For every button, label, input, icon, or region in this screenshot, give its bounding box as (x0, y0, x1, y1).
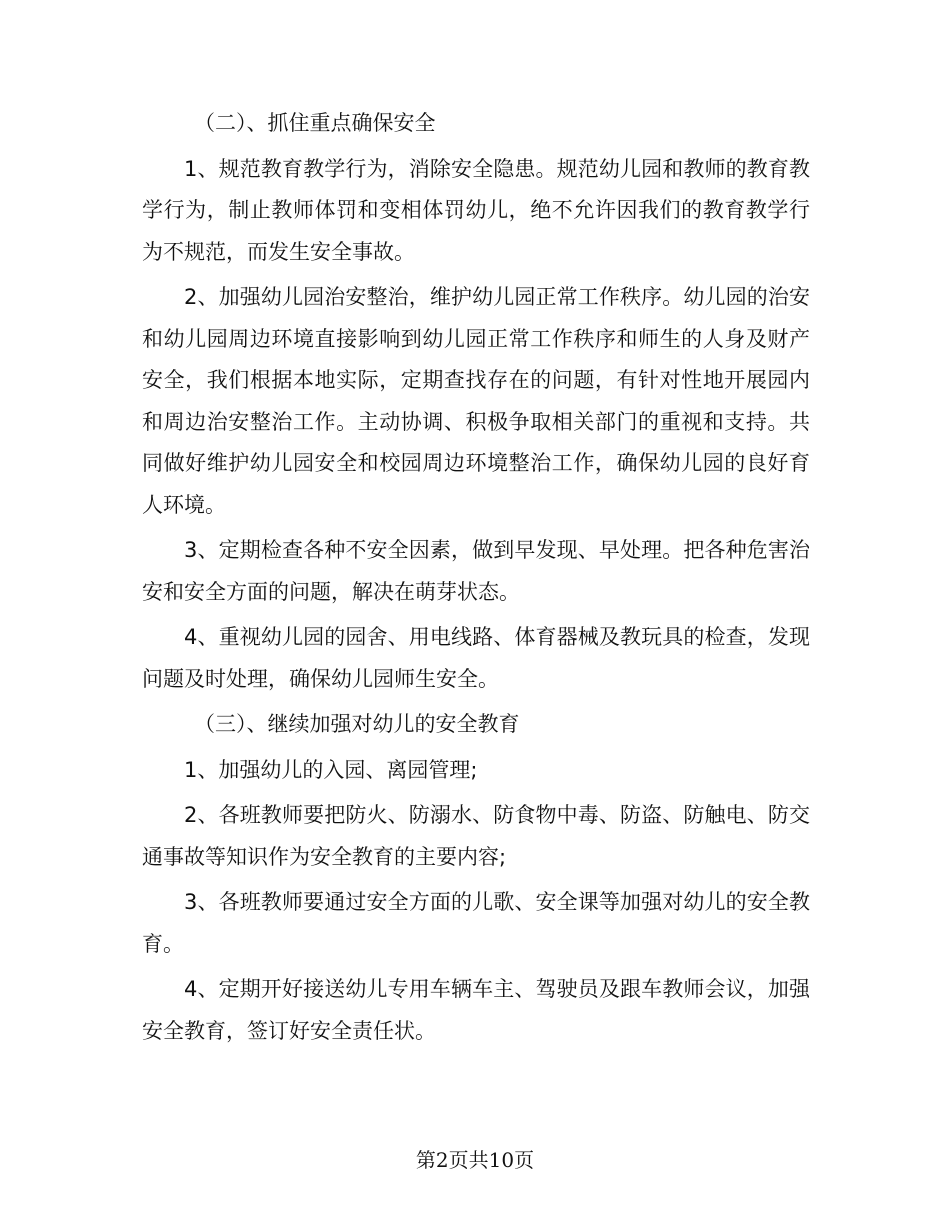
paragraph-item-3: 3、定期检查各种不安全因素，做到早发现、早处理。把各种危害治安和安全方面的问题，解决在萌芽状态。 (142, 538, 810, 604)
paragraph-item-5: 1、加强幼儿的入园、离园管理; (184, 757, 478, 782)
paragraph-item-8: 4、定期开好接送幼儿专用车辆车主、驾驶员及跟车教师会议，加强安全教育，签订好安全责任状。 (142, 977, 810, 1043)
page-number-footer: 第2页共10页 (415, 1148, 535, 1172)
section-heading-3: （三）、继续加强对幼儿的安全教育 (194, 712, 520, 736)
paragraph-item-2: 2、加强幼儿园治安整治，维护幼儿园正常工作秩序。幼儿园的治安和幼儿园周边环境直接影响到幼儿园正常工作秩序和师生的人身及财产安全，我们根据本地实际，定期查找存在的问题，有针对性地开展园内和周边治安整治工作。主动协调、积极争取相关部门的重视和支持。共同做好维护幼儿园安全和校园周边环境整治工作，确保幼儿园的良好育人环境。 (142, 285, 810, 517)
paragraph-item-6: 2、各班教师要把防火、防溺水、防食物中毒、防盗、防触电、防交通事故等知识作为安全教育的主要内容; (142, 803, 810, 869)
section-heading-2: （二）、抓住重点确保安全 (194, 111, 436, 135)
paragraph-item-7: 3、各班教师要通过安全方面的儿歌、安全课等加强对幼儿的安全教育。 (142, 890, 810, 956)
document-body (142, 103, 810, 1056)
paragraph-item-1: 1、规范教育教学行为，消除安全隐患。规范幼儿园和教师的教育教学行为，制止教师体罚和变相体罚幼儿，绝不允许因我们的教育教学行为不规范，而发生安全事故。 (142, 156, 810, 264)
paragraph-item-4: 4、重视幼儿园的园舍、用电线路、体育器械及教玩具的检查，发现问题及时处理，确保幼儿园师生安全。 (142, 625, 810, 691)
